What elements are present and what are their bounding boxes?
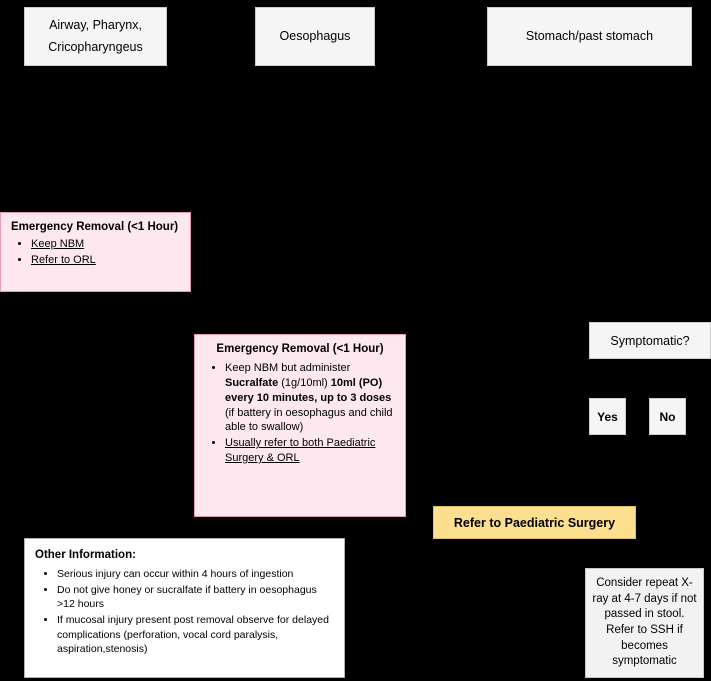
other-information-list xyxy=(35,567,334,657)
node-consider-repeat-xray[interactable] xyxy=(585,568,704,678)
node-airway-label: Airway, Pharynx, Cricopharyngeus xyxy=(48,18,143,54)
yes-label: Yes xyxy=(597,409,618,424)
emergency-airway-title: Emergency Removal (<1 Hour) xyxy=(11,221,179,233)
emergency-oesophagus-item-1: Usually refer to both Paediatric Surgery & ORL xyxy=(225,437,376,465)
node-refer-to-paediatric-surgery[interactable] xyxy=(433,506,636,539)
node-no[interactable] xyxy=(649,398,686,435)
emergency-oesophagus-item-0-mid1: (1g/10ml) xyxy=(278,376,331,389)
list-item xyxy=(225,436,395,466)
node-emergency-removal-airway[interactable] xyxy=(0,212,191,292)
other-information-title: Other Information: xyxy=(35,549,136,561)
list-item: • If mucosal injury present post removal observe for delayed complications (perforation, vocal cord paralysis, aspiration,stenosis) xyxy=(57,613,334,657)
node-stomach-label: Stomach/past stomach xyxy=(525,28,654,43)
node-airway-pharynx-cricopharyngeus[interactable] xyxy=(24,7,167,66)
node-emergency-removal-oesophagus[interactable] xyxy=(194,334,406,517)
emergency-oesophagus-item-0-suffix: (if battery in oesophagus and child able to swallow) xyxy=(225,406,393,434)
emergency-oesophagus-item-0-prefix: Keep NBM but administer xyxy=(225,362,351,374)
node-oesophagus-label: Oesophagus xyxy=(279,28,351,43)
emergency-airway-item-1: Refer to ORL xyxy=(31,253,96,266)
list-item: • Serious injury can occur within 4 hours of ingestion xyxy=(57,567,334,582)
node-yes[interactable] xyxy=(589,398,626,435)
emergency-oesophagus-item-0-bold2: 10ml (PO) every 10 minutes, up to 3 doses xyxy=(225,376,392,404)
node-oesophagus[interactable] xyxy=(255,7,375,66)
list-item xyxy=(31,253,180,268)
node-symptomatic[interactable] xyxy=(589,322,711,359)
emergency-airway-list xyxy=(11,237,180,268)
refer-surgery-label: Refer to Paediatric Surgery xyxy=(453,515,616,530)
list-item xyxy=(31,237,180,252)
emergency-oesophagus-list xyxy=(205,361,395,466)
emergency-oesophagus-title: Emergency Removal (<1 Hour) xyxy=(216,343,384,355)
list-item: • Do not give honey or sucralfate if battery in oesophagus >12 hours xyxy=(57,583,334,612)
node-other-information xyxy=(24,538,345,678)
consider-xray-label: Consider repeat X-ray at 4-7 days if not passed in stool. Refer to SSH if becomes symptomatic xyxy=(592,577,697,668)
node-stomach-past-stomach[interactable] xyxy=(487,7,692,66)
no-label: No xyxy=(659,409,676,424)
list-item xyxy=(225,361,395,435)
symptomatic-label: Symptomatic? xyxy=(610,333,690,348)
emergency-airway-item-0: Keep NBM xyxy=(31,238,85,250)
emergency-oesophagus-item-0-bold1: Sucralfate xyxy=(225,376,279,389)
